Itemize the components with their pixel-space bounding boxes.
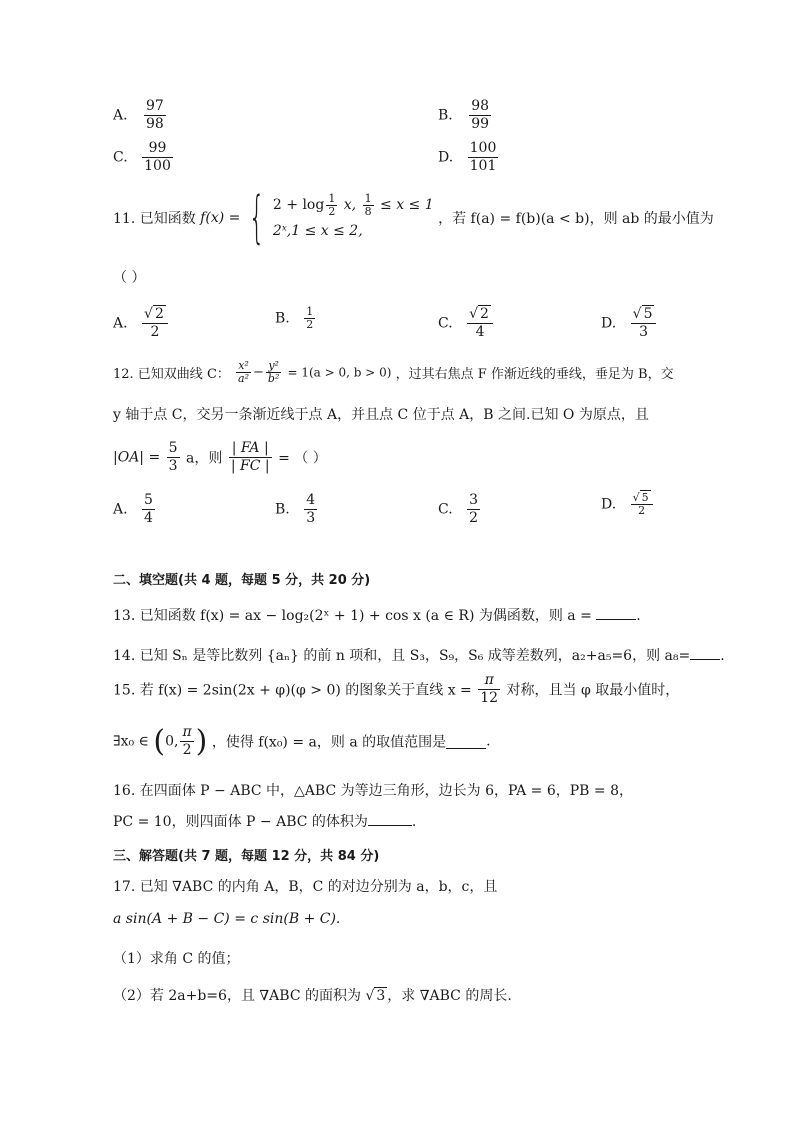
question-text: ，若 f(a) = f(b)(a < b)，则 ab 的最小值为 [438,211,714,227]
sqrt-symbol: √ [632,491,640,504]
numerator: 97 [146,98,164,114]
numerator: 5 [168,440,178,456]
case-text: 2ˣ,1 ≤ x ≤ 2, [272,223,363,239]
option-label: B. [438,107,453,124]
period: . [720,648,725,664]
q12-line1: 12. 已知双曲线 C： $\frac{\text{x²}}{\text{a²}}$ − $\frac{\text{y²}}{\text{b²}}$ = 1(a > 0, b > 0) ，过其右焦点 F 作渐近线的垂线，垂足为 B，交 [113,359,674,385]
answer-blank[interactable] [446,734,486,749]
oa-expression: |OA| = [113,449,161,466]
q17-part1: （1）求角 C 的值； [113,951,240,967]
option-label: A. [113,315,128,332]
numerator: 1 [306,305,314,318]
denominator: 100 [144,158,171,174]
sqrt-symbol: √ [469,306,479,322]
option-label: C. [113,149,128,166]
question-text: PC = 10，则四面体 P − ABC 的体积为 [113,814,368,830]
q12-option-a [113,492,157,527]
q12-line2: y 轴于点 C，交另一条渐近线于点 A，并且点 C 位于点 A，B 之间.已知 O 为原点，且 [113,407,649,423]
denominator: | FC | [230,458,270,474]
piecewise-cases [273,192,434,244]
period: . [636,608,641,624]
denominator: 2 [150,324,160,340]
sqrt-symbol: √ [365,988,375,1004]
numerator: 98 [471,98,490,114]
q11-option-c [438,306,495,341]
q11-option-a [113,306,170,341]
question-text: 13. 已知函数 f(x) = ax − log₂(2ˣ + 1) + cos x (a ∈ R) 为偶函数，则 a = [113,608,592,624]
section-heading-fill-in: 二、填空题(共 4 题，每题 5 分，共 20 分) [113,573,371,588]
radicand: 2 [480,306,489,322]
option-label: D. [601,496,617,513]
q12-option-b [275,492,319,527]
answer-paren: = （ ） [278,450,327,467]
denominator: 101 [469,158,497,174]
q12-option-c [438,492,482,527]
option-label: B. [275,501,290,518]
answer-blank[interactable] [368,811,412,826]
numerator: 4 [306,492,316,508]
numerator: 1 [328,192,336,205]
q16-line1: 16. 在四面体 P − ABC 中，△ABC 为等边三角形，边长为 6，PA = 6，PB = 8， [113,783,634,799]
radicand: 3 [376,988,386,1004]
denominator: 99 [471,116,490,132]
option-label: D. [601,315,617,332]
numerator: π [478,672,500,690]
left-paren: ( [153,724,166,759]
denominator: b² [267,372,280,385]
denominator: 3 [639,324,649,340]
denominator: 2 [306,318,314,331]
q17-part2 [113,985,512,1005]
denominator: a² [238,372,249,385]
option-label: C. [438,315,453,332]
answer-blank[interactable] [596,605,636,620]
right-paren: ) [195,724,208,759]
question-text: （2）若 2a+b=6，且 ∇ABC 的面积为 [113,988,361,1004]
option-label: D. [438,149,454,166]
numerator: | FA | [229,440,272,458]
q11-stem: 11. 已知函数 f(x) = { 2 + log $\frac{1}{2}$ x, $\frac{1}{8}$ ≤ x ≤ 1 2ˣ,1 ≤ x ≤ 2, ，若 f(a) = f(b)(a < b)，则 ab 的最小值为 [113,185,714,250]
denominator: 2 [469,510,479,526]
q14 [113,645,725,665]
q10-option-c [113,140,175,175]
question-text: 对称，且当 φ 取最小值时， [506,682,680,699]
q10-option-a [113,98,168,133]
option-label: A. [113,107,128,124]
question-text: ，过其右焦点 F 作渐近线的垂线，垂足为 B，交 [395,367,674,382]
denominator: 3 [168,458,178,474]
sqrt-symbol: √ [632,306,642,322]
numerator: x² [236,360,251,373]
question-text: 11. 已知函数 [113,211,196,227]
question-text: ，求 ∇ABC 的周长. [387,988,512,1004]
denominator: 2 [328,205,336,218]
question-text: 14. 已知 Sₙ 是等比数列 {aₙ} 的前 n 项和，且 S₃，S₉，S₆ 成等差数列，a₂+a₅=6，则 a₈= [113,648,691,664]
q10-option-d [438,140,500,175]
period: . [411,814,417,830]
denominator: 12 [480,690,499,706]
section-heading-solve: 三、解答题(共 7 题，每题 12 分，共 84 分) [113,849,380,864]
option-label: C. [438,501,453,518]
numerator: y² [266,360,281,373]
numerator: 5 [144,492,153,508]
numerator: 100 [469,140,497,156]
q11-answer-paren: （ ） [113,270,146,286]
denominator: 2 [638,504,646,517]
q16-line2 [113,811,416,831]
option-label: A. [113,501,128,518]
denominator: 2 [182,742,192,758]
interval-start: 0, [165,733,179,750]
radicand: 5 [641,491,649,504]
denominator: 3 [306,510,316,526]
sqrt-symbol: √ [144,306,153,322]
radicand: 2 [154,306,164,322]
brace-symbol: { [248,185,265,250]
q15-line2 [113,724,491,759]
q12-line3 [113,440,327,475]
question-text: 12. 已知双曲线 C： [113,367,230,382]
period: . [486,733,491,750]
option-label: B. [275,310,290,327]
radicand: 5 [643,306,653,322]
q11-option-b [275,306,317,331]
case-text: 2 + log [272,197,325,213]
question-text: ∃x₀ ∈ [113,733,149,750]
denominator: 4 [144,510,153,526]
case-text: x, [343,197,357,213]
q17-line1: 17. 已知 ∇ABC 的内角 A，B，C 的对边分别为 a，b，c，且 [113,879,498,895]
question-text: ，使得 f(x₀) = a，则 a 的取值范围是 [211,734,447,751]
q13 [113,605,641,625]
q15-line1 [113,672,679,707]
q11-option-d [601,306,658,341]
q12-option-d [601,492,655,517]
numerator: 3 [469,492,479,508]
answer-blank[interactable] [690,645,720,660]
denominator: 8 [364,204,372,218]
denominator: 4 [475,324,485,340]
question-text: 15. 若 f(x) = 2sin(2x + φ)(φ > 0) 的图象关于直线 x = [113,682,472,699]
q17-line2: a sin(A + B − C) = c sin(B + C). [113,911,341,927]
numerator: π [182,724,192,740]
equation-text: = 1(a > 0, b > 0) [287,365,392,380]
case-text: ≤ x ≤ 1 [380,197,434,213]
question-text: a，则 [186,450,223,467]
denominator: 98 [146,116,164,132]
numerator: 99 [142,140,173,158]
numerator: 1 [364,191,372,205]
q10-option-b [438,98,493,133]
